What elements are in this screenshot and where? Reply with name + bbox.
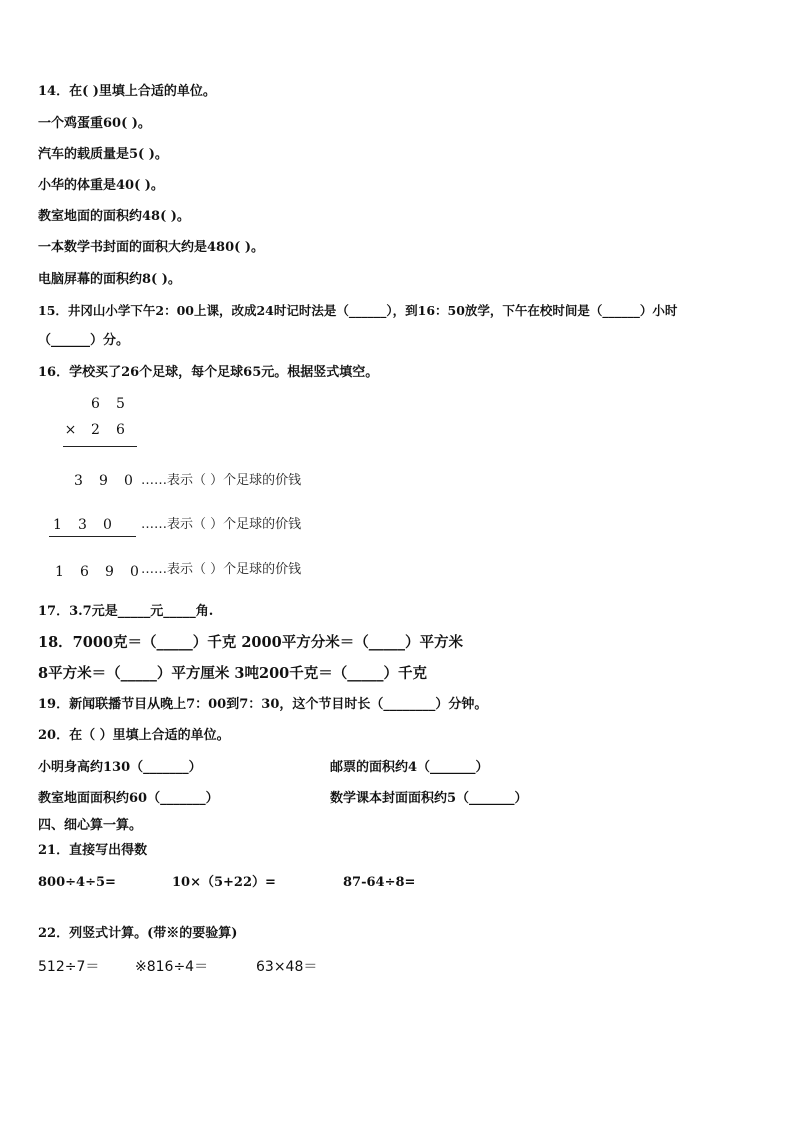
- q14-item-3: 小华的体重是40( )。: [38, 178, 164, 193]
- q14-item-4: 教室地面的面积约48( )。: [38, 209, 190, 224]
- q18-line-2: 8平方米＝（_____）平方厘米 3吨200千克＝（_____）千克: [38, 665, 427, 682]
- q17: 17．3.7元是_____元_____角.: [38, 604, 214, 619]
- q15-line-2: （______）分。: [38, 333, 130, 348]
- q21-title: 21．直接写出得数: [38, 843, 148, 858]
- q19: 19．新闻联播节目从晚上7：00到7：30，这个节目时长（________）分钟。: [38, 697, 488, 712]
- q20-item-d: 数学课本封面面积约5（_______）: [330, 791, 528, 806]
- section-4-heading: 四、细心算一算。: [38, 818, 143, 833]
- partial-product-2: 1 3 0: [53, 517, 112, 533]
- final-product-note: ……表示（ ）个足球的价钱: [141, 562, 302, 577]
- q16-title: 16．学校买了26个足球，每个足球65元。根据竖式填空。: [38, 365, 379, 380]
- product-rule-1: [63, 446, 137, 447]
- q21-expression-3: 87-64÷8=: [343, 875, 416, 890]
- q14-item-6: 电脑屏幕的面积约8( )。: [38, 272, 181, 287]
- vertical-multiplier: × 2 6: [64, 422, 125, 438]
- vertical-multiplicand: 6 5: [91, 396, 125, 412]
- q22-title: 22．列竖式计算。(带※的要验算): [38, 926, 238, 941]
- q22-expression-2: ※816÷4＝: [135, 959, 209, 975]
- q20-title: 20．在（ ）里填上合适的单位。: [38, 728, 230, 743]
- q21-expression-2: 10×（5+22）=: [172, 875, 276, 890]
- q14-item-2: 汽车的载质量是5( )。: [38, 147, 168, 162]
- q20-item-b: 邮票的面积约4（_______）: [330, 760, 489, 775]
- q14-item-5: 一本数学书封面的面积大约是480( )。: [38, 240, 264, 255]
- q20-item-c: 教室地面面积约60（_______）: [38, 791, 219, 806]
- q14-title: 14．在( )里填上合适的单位。: [38, 84, 216, 99]
- q21-expression-1: 800÷4÷5=: [38, 875, 116, 890]
- q22-expression-1: 512÷7＝: [38, 959, 100, 975]
- partial-product-1: 3 9 0: [74, 473, 133, 489]
- q14-item-1: 一个鸡蛋重60( )。: [38, 116, 151, 131]
- q20-item-a: 小明身高约130（_______）: [38, 760, 202, 775]
- q18-line-1: 18．7000克＝（_____）千克 2000平方分米＝（_____）平方米: [38, 634, 463, 651]
- partial-product-1-note: ……表示（ ）个足球的价钱: [141, 473, 302, 488]
- partial-product-2-note: ……表示（ ）个足球的价钱: [141, 517, 302, 532]
- product-rule-2: [49, 536, 136, 537]
- q22-expression-3: 63×48＝: [256, 959, 318, 975]
- q15-line-1: 15．井冈山小学下午2：00上课，改成24时记时法是（______），到16：50放学，下午在校时间是（______）小时: [38, 303, 678, 318]
- final-product: 1 6 9 0: [55, 564, 139, 580]
